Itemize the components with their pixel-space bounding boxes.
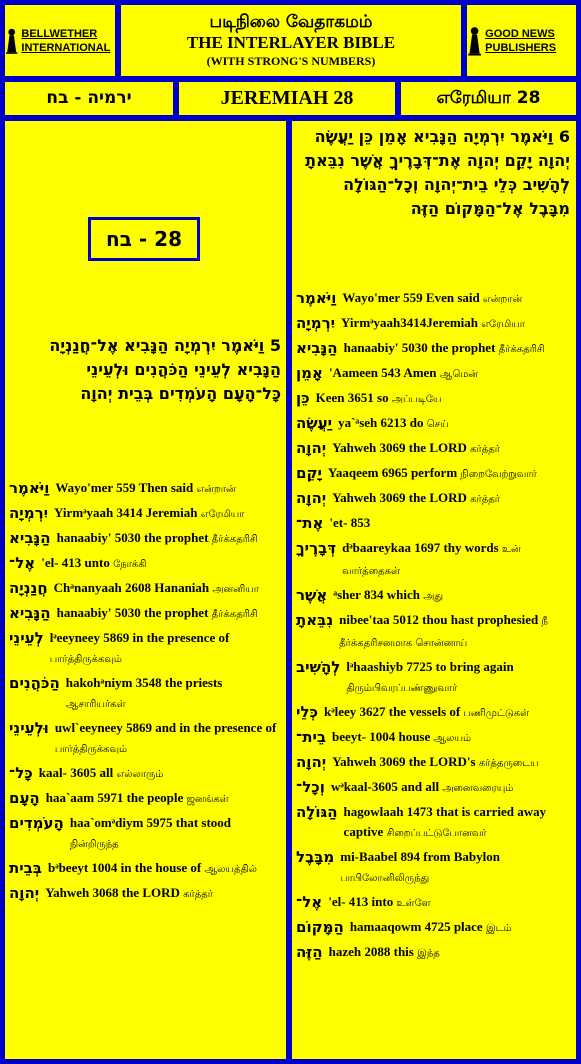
word-gloss — [55, 718, 282, 760]
word-gloss — [346, 657, 572, 699]
left-column — [5, 121, 286, 1059]
word-tamil: ஆமென் — [439, 369, 478, 380]
word-tamil: பார்த்திருக்கவும் — [54, 744, 128, 755]
word-english: hanaabiy' 5030 the prophet — [343, 340, 496, 355]
word-entry — [296, 538, 572, 582]
word-gloss — [66, 673, 282, 715]
verse-hebrew: 6 וַיֹּאמֶר יִרְמְיָה הַנָּבִיא אָמֵן כֵּן יַעֲשֶׂה יְהוָה יָקֵם יְהוָה אֶת־דְּבָרֶיךָ אֲשֶׁר נִבֵּאתָ לְהָשִׁיב כְּלֵי בֵית־יְהוָה וְכָל־הַגּוֹלָה מִבָּבֶל אֶל־הַמָּקוֹם הַזֶּה — [305, 127, 570, 218]
word-entry — [9, 503, 282, 525]
word-gloss — [350, 917, 572, 939]
publisher-logo-left — [5, 5, 115, 76]
word-gloss — [329, 942, 572, 964]
word-hebrew: מִבָּבֶל — [296, 848, 335, 866]
word-gloss — [48, 858, 282, 880]
word-tamil: உள்ளே — [396, 898, 431, 909]
word-tamil: எரேமியா — [481, 319, 525, 330]
word-english: 'Aameen 543 Amen — [328, 365, 437, 380]
word-hebrew: הָעֹמְדִים — [9, 814, 64, 832]
word-entry — [9, 673, 282, 715]
word-tamil: அனைவரையும் — [442, 783, 514, 794]
word-gloss — [329, 513, 572, 535]
word-english: ᵃsher 834 which — [333, 587, 420, 602]
subtitle: (WITH STRONG'S NUMBERS) — [206, 54, 376, 68]
word-gloss — [332, 438, 572, 460]
word-entry — [296, 488, 572, 510]
word-gloss — [54, 503, 282, 525]
word-english: Yaaqeem 6965 perform — [327, 465, 458, 480]
verse-hebrew: 5 וַיֹּאמֶר יִרְמְיָה הַנָּבִיא אֶל־חֲנַנְיָה הַנָּבִיא לְעֵינֵי הַכֹּהֲנִים וּלְעֵינֵי כָּל־הָעָם הָעֹמְדִים בְּבֵית יְהוָה — [49, 336, 281, 403]
word-entry — [296, 702, 572, 724]
word-entry — [9, 763, 282, 785]
word-entry — [296, 657, 572, 699]
word-entry — [9, 718, 282, 760]
figure-logo-icon — [467, 17, 482, 65]
word-english: wᵊkaal-3605 and all — [330, 779, 440, 794]
word-tamil: தீர்க்கதரிசி — [211, 534, 258, 545]
right-column — [292, 121, 576, 1059]
word-english: mi-Baabel 894 from Babylon — [340, 849, 500, 864]
word-hebrew: הַנָּבִיא — [296, 339, 338, 357]
word-english: 'el- 413 into — [328, 894, 394, 909]
word-tamil: நோக்கி — [113, 559, 147, 570]
word-entry — [296, 942, 572, 964]
word-hebrew: יִרְמְיָה — [296, 314, 336, 332]
book-name-tamil: எரேமியா 28 — [436, 88, 541, 108]
word-english: lᵊeeyneey 5869 in the presence of — [49, 630, 230, 645]
word-tamil: தீர்க்கதரிசி — [498, 344, 545, 355]
word-entry — [296, 892, 572, 914]
word-gloss — [341, 313, 572, 335]
word-entry — [296, 752, 572, 774]
word-hebrew: וּלְעֵינֵי — [9, 719, 49, 737]
word-tamil: பாபிலோனிலிருந்து — [340, 873, 430, 884]
word-tamil: கர்த்தருடைய — [478, 758, 539, 769]
word-hebrew: כָּל־ — [9, 764, 33, 782]
word-gloss — [332, 727, 572, 749]
word-gloss — [340, 847, 572, 889]
word-entry — [9, 528, 282, 550]
word-gloss — [338, 413, 572, 435]
word-hebrew: הַזֶּה — [296, 943, 323, 961]
word-hebrew: יְהוָה — [296, 753, 327, 771]
title-block — [121, 5, 461, 76]
word-entry — [9, 578, 282, 600]
word-tamil: இடம் — [485, 923, 512, 934]
word-tamil: பார்த்திருக்கவும் — [49, 654, 122, 665]
title-english: THE INTERLAYER BIBLE — [186, 33, 396, 52]
word-hebrew: הָעָם — [9, 789, 40, 807]
word-gloss — [344, 802, 572, 844]
word-hebrew: וַיֹּאמֶר — [9, 479, 50, 497]
word-gloss — [339, 610, 572, 654]
word-entry — [9, 813, 282, 855]
word-hebrew: הַגּוֹלָה — [296, 803, 338, 821]
word-entry — [296, 313, 572, 335]
word-gloss — [45, 883, 282, 905]
word-entry — [9, 628, 282, 670]
word-english: Yahweh 3069 the LORD's — [332, 754, 476, 769]
figure-logo-icon — [5, 17, 18, 65]
word-gloss — [46, 788, 282, 810]
word-tamil: நீ தீர்க்கதரிசனமாக சொன்னாய் — [339, 616, 548, 649]
word-hebrew: נִבֵּאתָ — [296, 611, 334, 629]
word-gloss — [328, 892, 572, 914]
word-english: hanaabiy' 5030 the prophet — [56, 605, 209, 620]
word-hebrew: וַיֹּאמֶר — [296, 289, 337, 307]
word-entry — [296, 802, 572, 844]
word-hebrew: חֲנַנְיָה — [9, 579, 48, 597]
word-entry — [296, 438, 572, 460]
word-english: Keen 3651 so — [315, 390, 389, 405]
word-tamil: கர்த்தர் — [470, 444, 501, 455]
word-gloss — [41, 553, 282, 575]
word-english: hazeh 2088 this — [328, 944, 414, 959]
word-entry — [296, 513, 572, 535]
word-tamil: அது — [423, 591, 443, 602]
word-hebrew: הַנָּבִיא — [9, 604, 51, 622]
word-english: 'et- 853 — [329, 515, 371, 530]
word-entry — [296, 288, 572, 310]
word-tamil: ஆலயத்தில் — [204, 864, 257, 875]
word-gloss — [39, 763, 282, 785]
word-gloss — [55, 478, 282, 500]
word-english: uwl`eeyneey 5869 and in the presence of — [54, 720, 277, 735]
word-english: nibee'taa 5012 thou hast prophesied — [339, 612, 539, 627]
word-hebrew: אֶת־ — [296, 514, 324, 532]
word-tamil: நின்றிருந்த — [69, 839, 119, 850]
word-tamil: எரேமியா — [200, 509, 245, 520]
book-bar-english — [179, 82, 395, 115]
word-tamil: பணிமுட்டுகள் — [463, 708, 530, 719]
word-entry — [9, 478, 282, 500]
word-hebrew: אֶל־ — [9, 554, 36, 572]
word-tamil: என்றான் — [482, 294, 523, 305]
word-english: ya`ᵃseh 6213 do — [338, 415, 424, 430]
word-entry — [296, 388, 572, 410]
word-gloss — [333, 585, 572, 607]
word-english: kᵊleey 3627 the vessels of — [324, 704, 461, 719]
word-tamil: தீர்க்கதரிசி — [211, 609, 258, 620]
word-gloss — [344, 338, 572, 360]
word-english: hakohᵃniym 3548 the priests — [65, 675, 223, 690]
word-entry — [296, 847, 572, 889]
word-hebrew: לְהָשִׁיב — [296, 658, 341, 676]
word-english: Yirmᵊyaah 3414 Jeremiah — [54, 505, 198, 520]
word-english: lᵊhaashiyb 7725 to bring again — [346, 659, 514, 674]
word-entry — [9, 603, 282, 625]
word-tamil: கர்த்தர் — [183, 889, 214, 900]
word-hebrew: הַמָּקוֹם — [296, 918, 344, 936]
word-gloss — [316, 388, 572, 410]
word-english: 'el- 413 unto — [41, 555, 110, 570]
word-gloss — [70, 813, 282, 855]
word-list — [9, 478, 282, 908]
word-tamil: அனனியா — [212, 584, 259, 595]
word-hebrew: אֲשֶׁר — [296, 586, 328, 604]
word-gloss — [54, 578, 282, 600]
word-gloss — [332, 752, 572, 774]
word-hebrew: לְעֵינֵי — [9, 629, 44, 647]
word-english: haa`omᵊdiym 5975 that stood — [69, 815, 232, 830]
word-english: dᵊbaareykaa 1697 thy words — [342, 540, 499, 555]
word-english: bᵊbeeyt 1004 in the house of — [47, 860, 202, 875]
book-name-english: JEREMIAH 28 — [220, 87, 354, 109]
word-english: Chᵃnanyaah 2608 Hananiah — [53, 580, 210, 595]
logo-text: GOOD NEWS PUBLISHERS — [485, 27, 557, 54]
word-tamil: கர்த்தர் — [470, 494, 501, 505]
word-english: hanaabiy' 5030 the prophet — [56, 530, 209, 545]
word-hebrew: יְהוָה — [296, 439, 327, 457]
word-entry — [9, 553, 282, 575]
word-tamil: செய் — [426, 419, 449, 430]
word-english: Yahweh 3069 the LORD — [332, 490, 467, 505]
word-gloss — [328, 463, 572, 485]
word-gloss — [331, 777, 572, 799]
title-tamil: படிநிலை வேதாகமம் — [209, 12, 373, 32]
word-hebrew: כֵּן — [296, 389, 310, 407]
word-gloss — [57, 528, 282, 550]
word-entry — [296, 463, 572, 485]
word-tamil: உன் வார்த்தைகள் — [342, 544, 521, 577]
word-english: hagowlaah 1473 that is carried away captive — [343, 804, 547, 839]
book-bar-hebrew — [5, 82, 173, 115]
word-entry — [296, 917, 572, 939]
word-list — [296, 288, 572, 967]
word-english: Yirmᵊyaah3414Jeremiah — [341, 315, 478, 330]
word-hebrew: הַכֹּהֲנִים — [9, 674, 60, 692]
word-hebrew: דְּבָרֶיךָ — [296, 539, 337, 557]
word-gloss — [50, 628, 282, 670]
word-gloss — [342, 538, 572, 582]
word-english: Wayo'mer 559 Even said — [342, 290, 480, 305]
word-hebrew: כְּלֵי — [296, 703, 318, 721]
word-hebrew: יָקֵם — [296, 464, 322, 482]
word-gloss — [324, 702, 572, 724]
word-tamil: நிறைவேற்றுவார் — [460, 469, 537, 480]
word-english: Yahweh 3068 the LORD — [45, 885, 180, 900]
word-gloss — [342, 288, 572, 310]
word-entry — [9, 883, 282, 905]
word-hebrew: אָמֵן — [296, 364, 323, 382]
word-gloss — [332, 488, 572, 510]
word-entry — [296, 413, 572, 435]
word-english: hamaaqowm 4725 place — [349, 919, 483, 934]
book-bar-tamil — [401, 82, 576, 115]
word-entry — [296, 610, 572, 654]
word-tamil: ஜனங்கள் — [186, 794, 229, 805]
word-english: haa`aam 5971 the people — [45, 790, 184, 805]
word-entry — [296, 585, 572, 607]
word-hebrew: יְהוָה — [296, 489, 327, 507]
word-gloss — [57, 603, 282, 625]
word-hebrew: וְכָל־ — [296, 778, 325, 796]
chapter-label: 28 - בח — [88, 217, 200, 261]
word-tamil: திரும்பிவரப்பண்ணுவார் — [346, 683, 458, 694]
word-tamil: ஆலயம் — [433, 733, 472, 744]
word-english: Yahweh 3069 the LORD — [332, 440, 467, 455]
word-english: kaal- 3605 all — [38, 765, 114, 780]
book-name-hebrew: ירמיה - בח — [46, 88, 132, 108]
word-hebrew: יִרְמְיָה — [9, 504, 49, 522]
publisher-logo-right — [467, 5, 576, 76]
word-tamil: ஆசாரியர்கள் — [65, 699, 126, 710]
word-hebrew: יַעֲשֶׂה — [296, 414, 333, 432]
word-hebrew: יְהוָה — [9, 884, 40, 902]
word-hebrew: בֵית־ — [296, 728, 327, 746]
word-hebrew: אֶל־ — [296, 893, 323, 911]
word-english: Wayo'mer 559 Then said — [55, 480, 194, 495]
word-entry — [296, 727, 572, 749]
word-tamil: என்றான் — [196, 484, 236, 495]
word-hebrew: הַנָּבִיא — [9, 529, 51, 547]
word-gloss — [329, 363, 572, 385]
word-entry — [9, 788, 282, 810]
word-entry — [296, 777, 572, 799]
logo-text: BELLWETHER INTERNATIONAL — [21, 27, 111, 54]
word-entry — [296, 338, 572, 360]
word-tamil: எல்லாரும் — [116, 769, 164, 780]
word-hebrew: בְּבֵית — [9, 859, 42, 877]
word-entry — [296, 363, 572, 385]
word-entry — [9, 858, 282, 880]
word-tamil: அப்படியே — [391, 394, 442, 405]
word-tamil: இந்த — [417, 948, 440, 959]
word-english: beeyt- 1004 house — [332, 729, 431, 744]
word-tamil: சிறைப்பட்டுபோனவர் — [386, 828, 487, 839]
